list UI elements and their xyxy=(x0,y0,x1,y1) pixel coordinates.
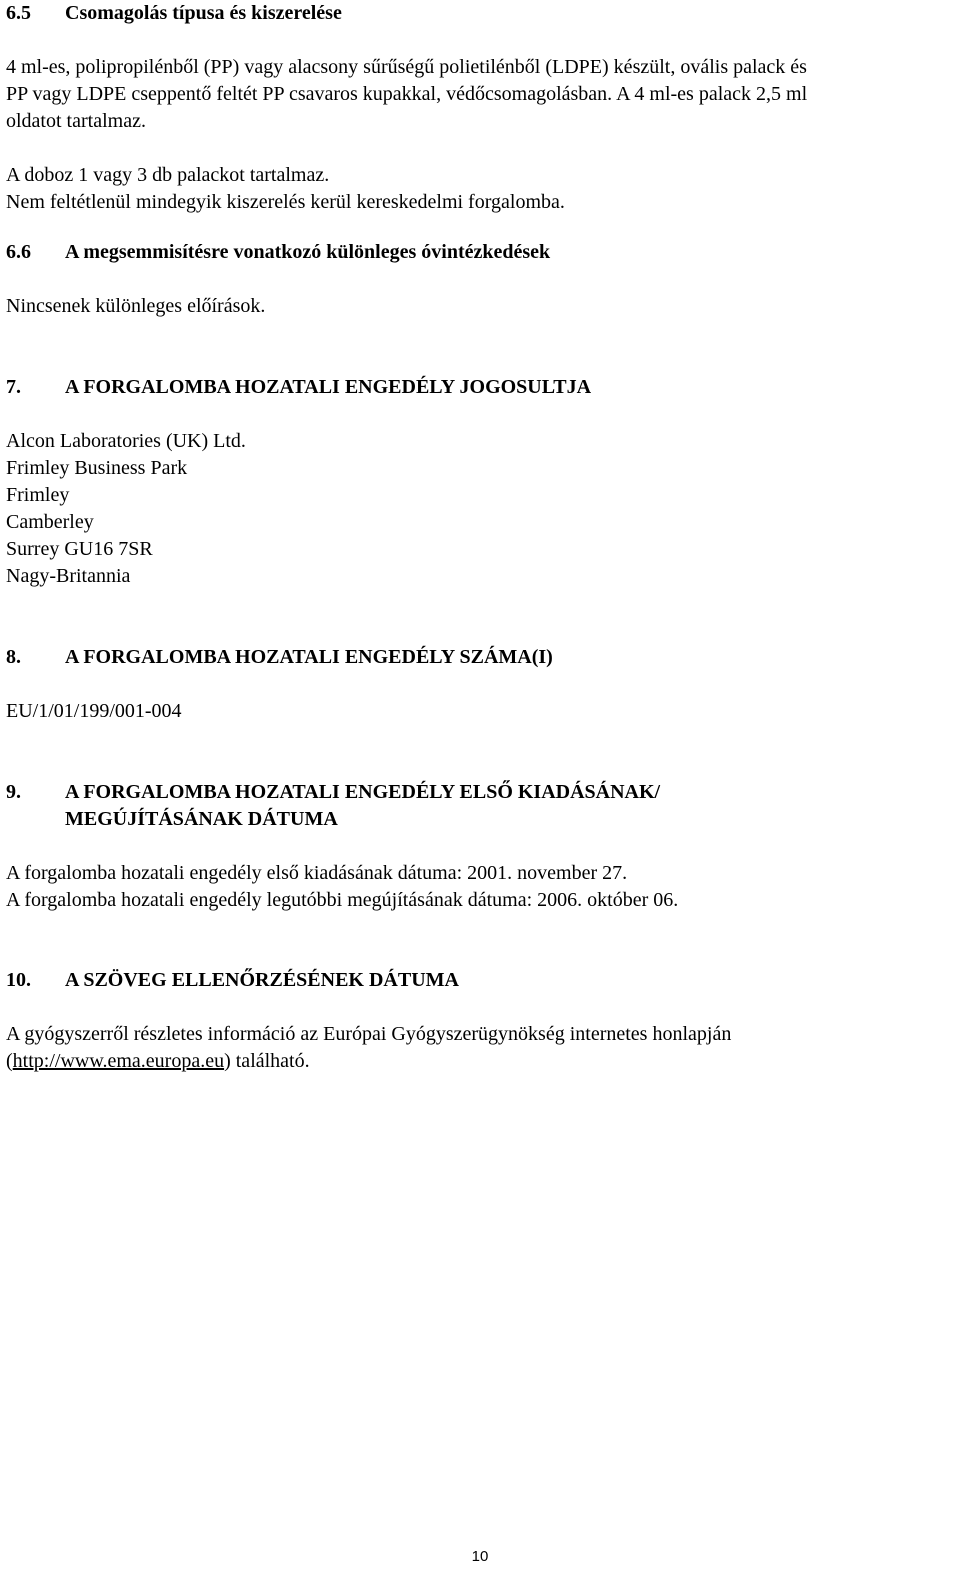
paren-open: ( xyxy=(6,1050,13,1072)
section-heading xyxy=(6,967,946,994)
section-heading xyxy=(6,644,946,671)
section-number: 6.6 xyxy=(6,241,31,263)
text-line xyxy=(6,1048,946,1075)
address-line: Frimley Business Park xyxy=(6,457,188,479)
more-information xyxy=(6,1021,946,1075)
section-title: Csomagolás típusa és kiszerelése xyxy=(65,2,342,24)
section-number: 6.5 xyxy=(6,2,31,24)
authorisation-number: EU/1/01/199/001-004 xyxy=(6,700,182,722)
text-fragment: ) található. xyxy=(224,1050,310,1072)
text-line: A gyógyszerről részletes információ az Európai Gyógyszerügynökség internetes honlapján xyxy=(6,1023,732,1045)
section-number: 9. xyxy=(6,781,21,803)
authorisation-dates xyxy=(6,860,946,914)
address-line: Nagy-Britannia xyxy=(6,565,131,587)
text-line: A doboz 1 vagy 3 db palackot tartalmaz. xyxy=(6,164,330,186)
section-heading xyxy=(6,239,946,266)
text-line: Nincsenek különleges előírások. xyxy=(6,295,266,317)
address-line: Surrey GU16 7SR xyxy=(6,538,153,560)
section-title: A megsemmisítésre vonatkozó különleges óvintézkedések xyxy=(65,241,551,263)
title-line: A FORGALOMBA HOZATALI ENGEDÉLY ELSŐ KIADÁSÁNAK/ xyxy=(65,781,661,803)
text-line: PP vagy LDPE cseppentő feltét PP csavaros kupakkal, védőcsomagolásban. A 4 ml-es palack 2,5 ml xyxy=(6,83,808,105)
section-title xyxy=(65,779,660,833)
section-9 xyxy=(6,779,946,914)
section-7 xyxy=(6,374,946,590)
text-line: 4 ml-es, polipropilénből (PP) vagy alacsony sűrűségű polietilénből (LDPE) készült, ovális palack és xyxy=(6,56,807,78)
text-line: oldatot tartalmaz. xyxy=(6,110,146,132)
packaging-description xyxy=(6,54,946,135)
section-6-6 xyxy=(6,239,946,320)
address-line: Alcon Laboratories (UK) Ltd. xyxy=(6,430,246,452)
section-number: 7. xyxy=(6,376,21,398)
text-line: A forgalomba hozatali engedély első kiadásának dátuma: 2001. november 27. xyxy=(6,862,628,884)
section-number: 10. xyxy=(6,969,31,991)
address-line: Frimley xyxy=(6,484,70,506)
section-10 xyxy=(6,967,946,1075)
section-title: A FORGALOMBA HOZATALI ENGEDÉLY SZÁMA(I) xyxy=(65,646,553,668)
section-6-5 xyxy=(6,0,946,216)
section-heading xyxy=(6,374,946,401)
section-number: 8. xyxy=(6,646,21,668)
holder-address xyxy=(6,428,946,590)
section-title: A SZÖVEG ELLENŐRZÉSÉNEK DÁTUMA xyxy=(65,969,459,991)
address-line: Camberley xyxy=(6,511,94,533)
box-contents xyxy=(6,162,946,216)
section-heading xyxy=(6,0,946,27)
title-line: MEGÚJÍTÁSÁNAK DÁTUMA xyxy=(65,808,338,830)
page-number: 10 xyxy=(471,1548,489,1565)
text-line: Nem feltétlenül mindegyik kiszerelés kerül kereskedelmi forgalomba. xyxy=(6,191,565,213)
ema-website-link[interactable]: http://www.ema.europa.eu xyxy=(12,1050,225,1072)
section-title: A FORGALOMBA HOZATALI ENGEDÉLY JOGOSULTJA xyxy=(65,376,592,398)
section-heading xyxy=(6,779,946,833)
text-line: A forgalomba hozatali engedély legutóbbi megújításának dátuma: 2006. október 06. xyxy=(6,889,679,911)
section-8 xyxy=(6,644,946,725)
